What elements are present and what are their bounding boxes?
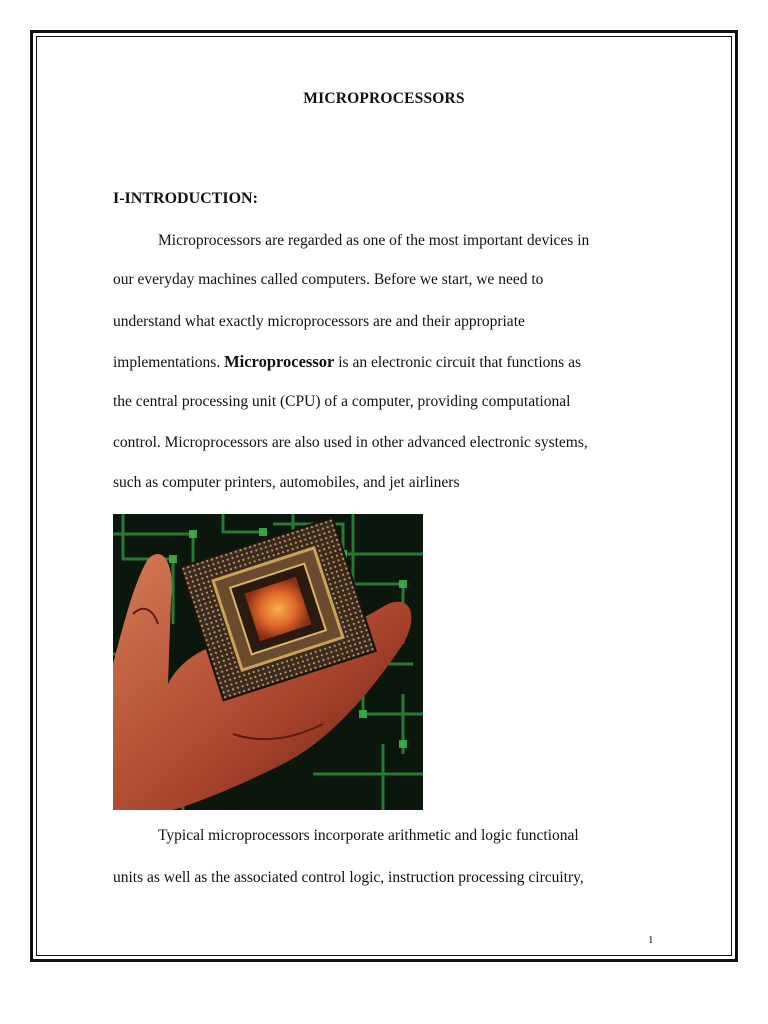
paragraph1-line3: understand what exactly microprocessors are and their appropriate [113,313,525,330]
paragraph1-line4 [113,352,581,372]
paragraph1-line4-after: is an electronic circuit that functions as [334,354,581,371]
microprocessor-photo [113,514,423,810]
section-heading: I-INTRODUCTION: [113,190,258,207]
page-number: 1 [648,934,654,946]
paragraph2-line1: Typical microprocessors incorporate arithmetic and logic functional [158,827,579,844]
paragraph1-line2: our everyday machines called computers. Before we start, we need to [113,271,544,288]
paragraph1-line5: the central processing unit (CPU) of a computer, providing computational [113,393,571,410]
paragraph1-line4-before: implementations. [113,354,225,371]
paragraph1-line1: Microprocessors are regarded as one of the most important devices in [158,232,590,249]
document-title: MICROPROCESSORS [303,90,465,107]
paragraph1-line6: control. Microprocessors are also used in other advanced electronic systems, [113,434,588,451]
page-border-inner [36,36,732,956]
paragraph1-line7: such as computer printers, automobiles, and jet airliners [113,474,460,491]
term-microprocessor: Microprocessor [224,352,335,371]
microprocessor-photo-svg [113,514,423,810]
paragraph2-line2: units as well as the associated control logic, instruction processing circuitry, [113,869,584,886]
